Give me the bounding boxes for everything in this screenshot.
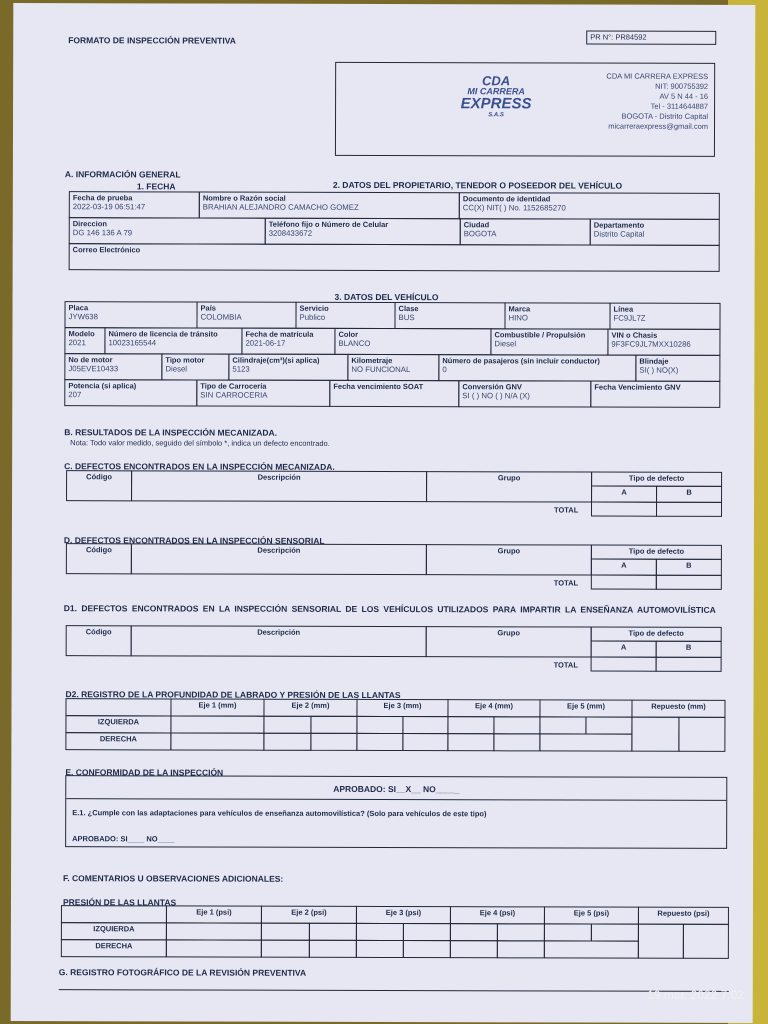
company-logo: CDA MI CARRERA EXPRESS S.A.S: [460, 73, 532, 119]
company-info: CDA MI CARRERA EXPRESS NIT: 900755392 AV 5 N 44 - 16 Tel - 3114644887 BOGOTA - Distrito Capital micarreraexpress@gmail.com: [606, 71, 709, 131]
ciudad-cell: Ciudad BOGOTA: [460, 218, 591, 245]
licencia-cell: Número de licencia de tránsito 10023165544: [104, 327, 242, 354]
carroceria-cell: Tipo de Carrocería SIN CARROCERIA: [196, 380, 330, 407]
e1-question: E.1. ¿Cumple con las adaptaciones para vehículos de enseñanza automovilística? (Solo para vehículos de este tipo): [72, 808, 487, 819]
documento-cell: Documento de identidad CC(X) NIT( ) No. 1152685270: [459, 192, 720, 220]
section-b-title: B. RESULTADOS DE LA INSPECCIÓN MECANIZADA.: [64, 427, 278, 438]
kilometraje-cell: Kilometraje NO FUNCIONAL: [347, 354, 439, 381]
linea-cell: Línea FC9JL7Z: [609, 303, 720, 330]
pais-cell: País COLOMBIA: [196, 302, 296, 329]
company-header-box: [335, 62, 715, 157]
tread-depth-table: Eje 1 (mm) Eje 2 (mm) Eje 3 (mm) Eje 4 (mm) Eje 5 (mm) Repuesto (mm) IZQUIERDA DERECHA: [65, 698, 725, 752]
servicio-cell: Servicio Publico: [295, 302, 395, 329]
potencia-cell: Potencia (si aplica) 207: [64, 379, 197, 406]
section-a3-title: 3. DATOS DEL VEHÍCULO: [334, 291, 439, 303]
section-e-title: E. CONFORMIDAD DE LA INSPECCIÓN: [65, 767, 224, 778]
photo-timestamp: 19 mar. 2022 7:02: [647, 988, 744, 1002]
gnv-fecha-cell: Fecha Vencimiento GNV: [590, 381, 720, 408]
tire-pressure-table: Eje 1 (psi) Eje 2 (psi) Eje 3 (psi) Eje 4 (psi) Eje 5 (psi) Repuesto (psi) IZQUIERDA DERECHA: [61, 905, 729, 959]
blindaje-cell: Blindaje SI( ) NO(X): [635, 355, 720, 382]
soat-cell: Fecha vencimiento SOAT: [329, 380, 459, 407]
section-d-title: D. DEFECTOS ENCONTRADOS EN LA INSPECCIÓN SENSORIAL: [63, 535, 325, 546]
fecha-prueba-cell: Fecha de prueba 2022-03-19 06:51:47: [69, 191, 200, 218]
section-d1-title: D1. DEFECTOS ENCONTRADOS EN LA INSPECCIÓN SENSORIAL DE LOS VEHÍCULOS UTILIZADOS PARA IMPARTIR LA ENSEÑANZA AUTOMOVILÍSTICA: [63, 603, 716, 615]
pasajeros-cell: Número de pasajeros (sin incluir conductor) 0: [438, 354, 636, 382]
section-d2-title: D2. REGISTRO DE LA PROFUNDIDAD DE LABRADO Y PRESIÓN DE LAS LLANTAS: [65, 689, 401, 701]
pressure-title: PRESIÓN DE LAS LLANTAS: [62, 897, 177, 908]
telefono-cell: Teléfono fijo o Número de Celular 3208433672: [265, 218, 461, 246]
departamento-cell: Departamento Distrito Capital: [590, 219, 720, 246]
marca-cell: Marca HINO: [504, 302, 610, 329]
pr-number: PR N°: PR84592: [586, 31, 716, 45]
defects-table-mecanizada: Código Descripción Grupo Tipo de defecto A B TOTAL: [66, 470, 722, 516]
clase-cell: Clase BUS: [394, 302, 505, 329]
direccion-cell: Direccion DG 146 136 A 79: [69, 217, 266, 245]
e1-aprobado: APROBADO: SI____ NO____: [72, 834, 175, 844]
section-a1-title: 1. FECHA: [136, 181, 176, 192]
gnv-cell: Conversión GNV SI ( ) NO ( ) N/A (X): [458, 380, 591, 407]
inspection-form-paper: [11, 3, 756, 1023]
section-f-title: F. COMENTARIOS U OBSERVACIONES ADICIONALES:: [63, 873, 284, 884]
matricula-cell: Fecha de matrícula 2021-06-17: [241, 328, 335, 355]
defects-table-sensorial: Código Descripción Grupo Tipo de defecto A B TOTAL: [66, 543, 722, 589]
placa-cell: Placa JYW638: [64, 301, 197, 328]
section-b-note: Nota: Todo valor medido, seguido del símbolo *, indica un defecto encontrado.: [70, 438, 330, 448]
aprobado-text: APROBADO: SI__X__ NO_____: [333, 783, 460, 795]
correo-cell: Correo Electrónico: [69, 243, 720, 272]
conformidad-box: [65, 775, 727, 849]
form-title: FORMATO DE INSPECCIÓN PREVENTIVA: [68, 35, 236, 46]
modelo-cell: Modelo 2021: [64, 327, 105, 354]
combustible-cell: Combustible / Propulsión Diesel: [490, 328, 608, 355]
section-a-title: A. INFORMACIÓN GENERAL: [64, 169, 181, 180]
section-g-title: G. REGISTRO FOTOGRÁFICO DE LA REVISIÓN PREVENTIVA: [58, 967, 307, 978]
color-cell: Color BLANCO: [334, 328, 491, 355]
bottom-rule: [59, 989, 729, 992]
section-a2-title: 2. DATOS DEL PROPIETARIO, TENEDOR O POSEEDOR DEL VEHÍCULO: [332, 179, 623, 191]
section-c-title: C. DEFECTOS ENCONTRADOS EN LA INSPECCIÓN MECANIZADA.: [64, 461, 335, 472]
tipo-motor-cell: Tipo motor Diesel: [161, 353, 229, 380]
cilindraje-cell: Cilindraje(cm³)(si aplica) 5123: [228, 354, 348, 381]
defects-table-ensenanza: Código Descripción Grupo Tipo de defecto A B TOTAL: [66, 625, 722, 671]
motor-cell: No de motor J05EVE10433: [64, 353, 162, 380]
vin-cell: VIN o Chasis 9F3FC9JL7MXX10286: [607, 329, 720, 356]
nombre-cell: Nombre o Razón social BRAHIAN ALEJANDRO CAMACHO GOMEZ: [199, 192, 460, 220]
